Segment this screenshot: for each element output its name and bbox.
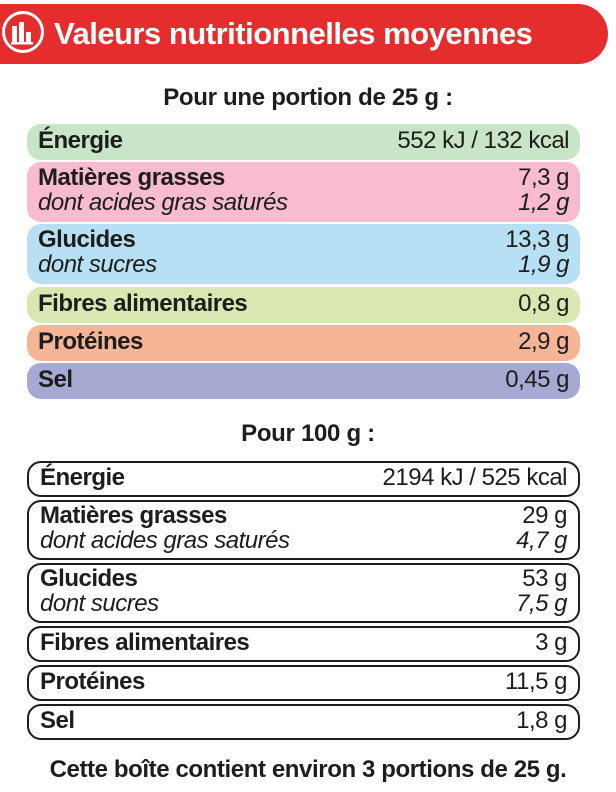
sucres-label: dont sucres [38, 251, 157, 278]
matieres-grasses-value: 7,3 g [518, 164, 569, 191]
bar-chart-icon [2, 11, 44, 53]
portions-footer-note: Cette boîte contient environ 3 portions de 25 g. [49, 756, 567, 783]
per100-fibres-row [27, 626, 580, 662]
per100-section-title: Pour 100 g : [241, 420, 375, 447]
proteines-label: Protéines [40, 668, 145, 695]
portion-energie-row [27, 124, 580, 160]
portion-proteines-row [27, 325, 580, 361]
energie-label: Énergie [40, 464, 125, 491]
fibres-value: 0,8 g [518, 290, 569, 317]
glucides-label: Glucides [40, 565, 138, 592]
portion-glucides-row [27, 224, 580, 284]
header-banner [0, 4, 608, 64]
header-title: Valeurs nutritionnelles moyennes [54, 16, 533, 51]
acides-gras-satures-label: dont acides gras saturés [40, 527, 290, 554]
portion-sel-row [27, 363, 580, 399]
glucides-label: Glucides [38, 226, 136, 253]
sel-label: Sel [40, 707, 75, 734]
sel-value: 0,45 g [505, 366, 569, 393]
energie-value: 552 kJ / 132 kcal [397, 127, 569, 154]
per100-energie-row [27, 461, 580, 497]
energie-label: Énergie [38, 127, 123, 154]
proteines-value: 2,9 g [518, 328, 569, 355]
per100-sel-row [27, 704, 580, 740]
portion-section-title: Pour une portion de 25 g : [163, 84, 453, 111]
fibres-label: Fibres alimentaires [40, 629, 250, 656]
glucides-value: 13,3 g [505, 226, 569, 253]
sucres-value: 1,9 g [518, 251, 569, 278]
sucres-value: 7,5 g [516, 590, 567, 617]
portion-fibres-row [27, 287, 580, 323]
acides-gras-satures-value: 4,7 g [516, 527, 567, 554]
energie-value: 2194 kJ / 525 kcal [382, 464, 567, 491]
portion-matieres-grasses-row [27, 162, 580, 222]
matieres-grasses-value: 29 g [522, 502, 567, 529]
per100-glucides-row [27, 563, 580, 623]
fibres-label: Fibres alimentaires [38, 290, 248, 317]
per100-proteines-row [27, 665, 580, 701]
matieres-grasses-label: Matières grasses [38, 164, 225, 191]
acides-gras-satures-label: dont acides gras saturés [38, 189, 288, 216]
per100-matieres-grasses-row [27, 500, 580, 560]
proteines-value: 11,5 g [505, 668, 567, 695]
sel-label: Sel [38, 366, 73, 393]
fibres-value: 3 g [535, 629, 567, 656]
acides-gras-satures-value: 1,2 g [518, 189, 569, 216]
sel-value: 1,8 g [516, 707, 567, 734]
proteines-label: Protéines [38, 328, 143, 355]
glucides-value: 53 g [522, 565, 567, 592]
sucres-label: dont sucres [40, 590, 159, 617]
matieres-grasses-label: Matières grasses [40, 502, 227, 529]
